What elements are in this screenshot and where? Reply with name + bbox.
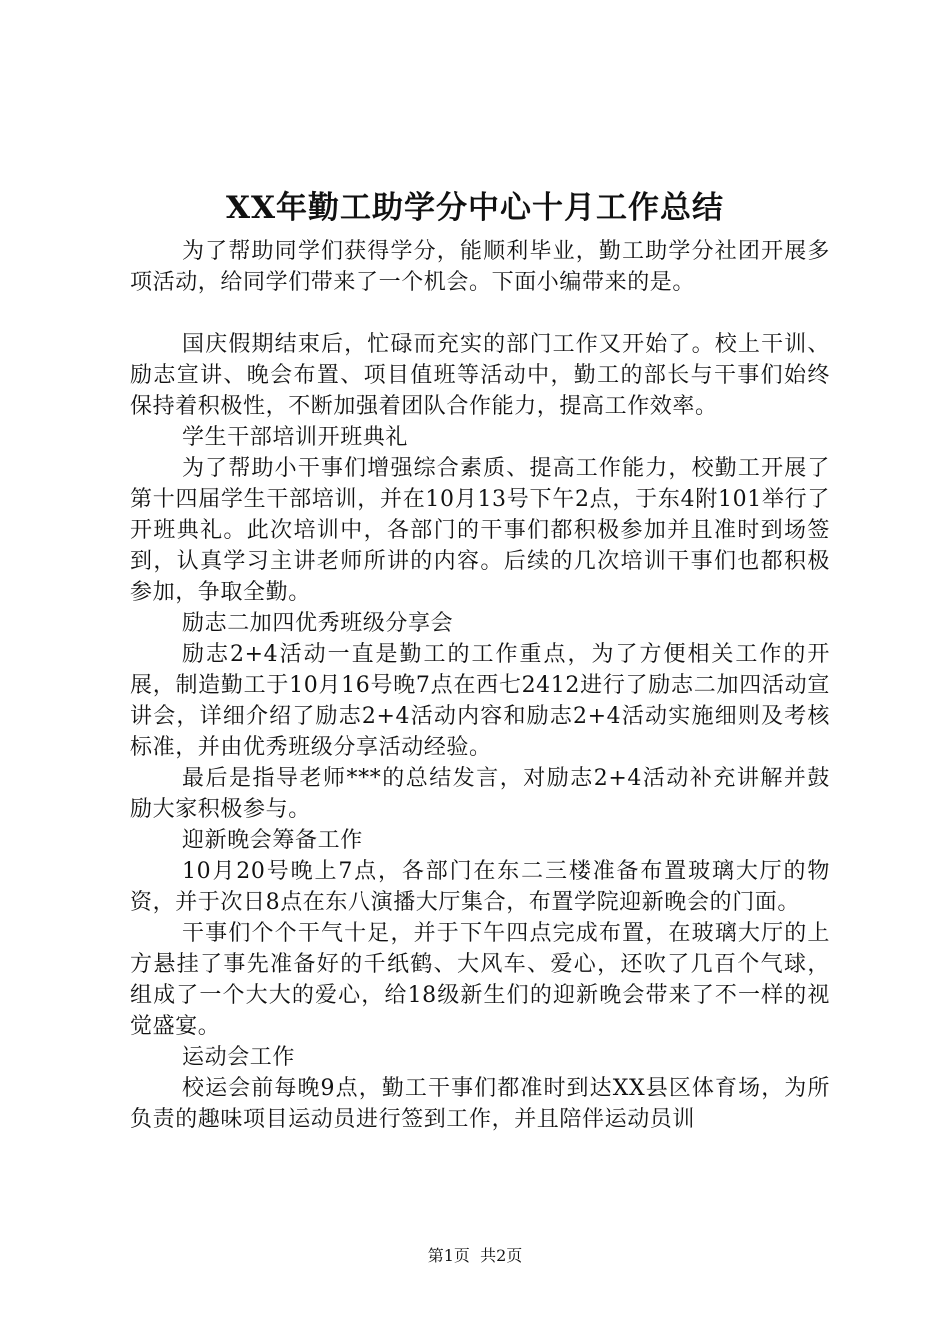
paragraph-intro: 为了帮助同学们获得学分，能顺利毕业，勤工助学分社团开展多项活动，给同学们带来了一个机会。下面小编带来的是。 — [130, 239, 830, 295]
section-heading-training: 学生干部培训开班典礼 — [182, 425, 409, 450]
paragraph-gala-decor: 干事们个个干气十足，并于下午四点完成布置，在玻璃大厅的上方悬挂了事先准备好的千纸鹤、大风车、爱心，还吹了几百个气球，组成了一个大大的爱心，给18级新生们的迎新晚会带来了不一样的视觉盛宴。 — [130, 921, 830, 1039]
document-title: XX年勤工助学分中心十月工作总结 — [225, 190, 725, 226]
paragraph-sharing: 励志2+4活动一直是勤工的工作重点，为了方便相关工作的开展，制造勤工于10月16号晚7点在西七2412进行了励志二加四活动宣讲会，详细介绍了励志2+4活动内容和励志2+4活动实施细则及考核标准，并由优秀班级分享活动经验。 — [130, 642, 830, 760]
paragraph-training: 为了帮助小干事们增强综合素质、提高工作能力，校勤工开展了第十四届学生干部培训，并在10月13号下午2点，于东4附101举行了开班典礼。此次培训中，各部门的干事们都积极参加并且准时到场签到，认真学习主讲老师所讲的内容。后续的几次培训干事们也都积极参加，争取全勤。 — [130, 456, 830, 605]
page-number: 第1页 共2页 — [427, 1246, 523, 1265]
section-heading-sharing: 励志二加四优秀班级分享会 — [182, 611, 454, 636]
document-body — [130, 236, 830, 1135]
paragraph-summary-speech: 最后是指导老师***的总结发言，对励志2+4活动补充讲解并鼓励大家积极参与。 — [130, 766, 830, 822]
section-heading-gala: 迎新晚会筹备工作 — [182, 828, 363, 853]
paragraph-overview: 国庆假期结束后，忙碌而充实的部门工作又开始了。校上干训、励志宣讲、晚会布置、项目值班等活动中，勤工的部长与干事们始终保持着积极性，不断加强着团队合作能力，提高工作效率。 — [130, 332, 830, 419]
paragraph-sports: 校运会前每晚9点，勤工干事们都准时到达XX县区体育场，为所负责的趣味项目运动员进行签到工作，并且陪伴运动员训 — [130, 1076, 830, 1132]
paragraph-gala-prep: 10月20号晚上7点，各部门在东二三楼准备布置玻璃大厅的物资，并于次日8点在东八演播大厅集合，布置学院迎新晚会的门面。 — [130, 859, 830, 915]
section-heading-sports: 运动会工作 — [182, 1045, 296, 1070]
